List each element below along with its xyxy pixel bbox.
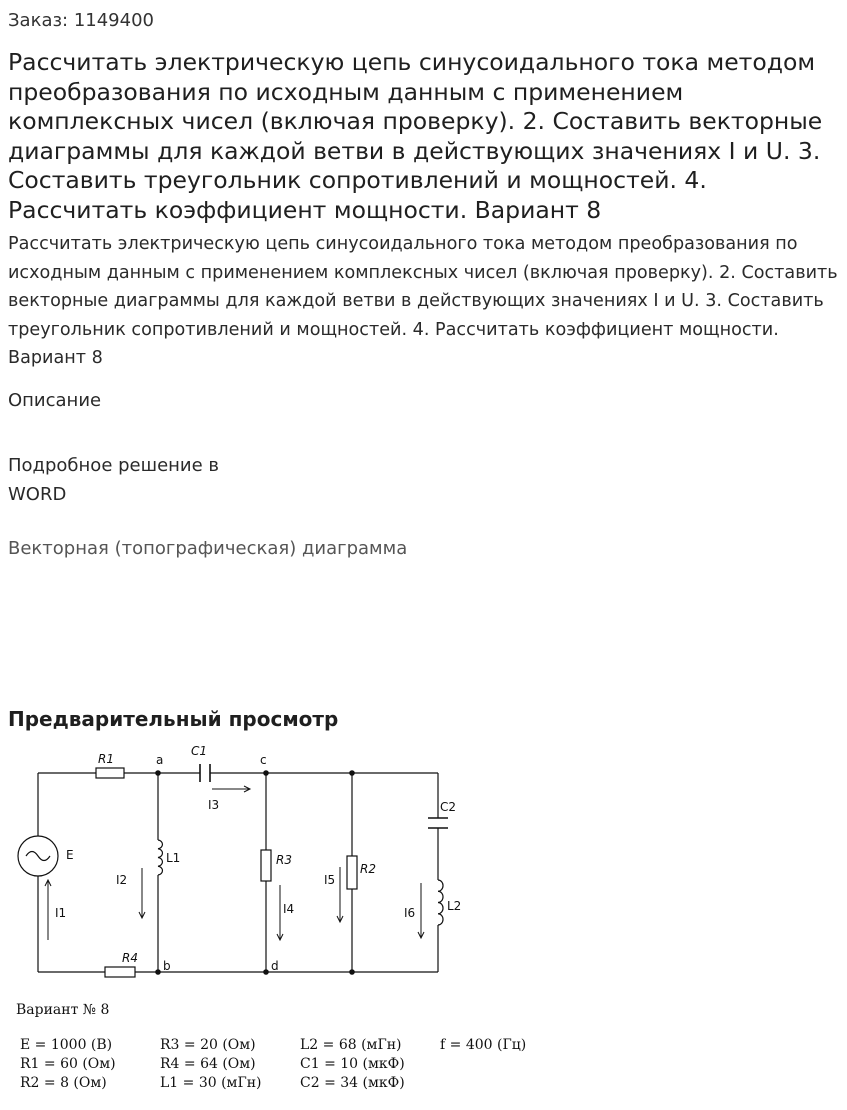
label-l1: L1: [166, 851, 181, 865]
param-e: E = 1000 (B): [20, 1037, 113, 1053]
inductor-l2: [438, 880, 443, 925]
description-body: Подробное решение в WORD: [8, 455, 220, 505]
param-r1: R1 = 60 (Ом): [20, 1056, 116, 1072]
label-r1: R1: [98, 752, 114, 766]
param-r3: R3 = 20 (Ом): [160, 1037, 256, 1053]
param-f: f = 400 (Гц): [440, 1037, 527, 1053]
capacitor-c2: [428, 818, 448, 828]
param-r4: R4 = 64 (Ом): [160, 1056, 256, 1072]
label-r4: R4: [122, 951, 138, 965]
preview-heading: Предварительный просмотр: [8, 707, 339, 731]
label-i4: I4: [283, 902, 295, 916]
label-r2: R2: [360, 862, 376, 876]
resistor-r4: [105, 967, 135, 977]
label-c2: C2: [440, 800, 457, 814]
page-title: Рассчитать электрическую цепь синусоидального тока методом преобразования по исходным данным с применением комплексных чисел (включая проверку). 2. Составить векторные диаграммы для каждой ветви в действующих значениях I и U. 3. Составить треугольник сопротивлений и мощностей. 4. Рассчитать коэффициент мощности. Вариант 8: [8, 48, 823, 224]
resistor-r3: [261, 850, 271, 881]
resistor-r1: [96, 768, 124, 778]
order-number: Заказ: 1149400: [8, 10, 154, 31]
label-c1: C1: [191, 744, 208, 758]
label-l2: L2: [447, 899, 462, 913]
param-l2: L2 = 68 (мГн): [300, 1037, 402, 1053]
variant-label: Вариант № 8: [16, 1002, 110, 1018]
voltage-source: [18, 836, 58, 876]
resistor-r2: [347, 856, 357, 889]
param-c2: C2 = 34 (мкФ): [300, 1075, 405, 1091]
capacitor-c1: [200, 764, 210, 782]
param-l1: L1 = 30 (мГн): [160, 1075, 262, 1091]
label-i6: I6: [404, 906, 416, 920]
label-node-c: c: [260, 753, 267, 767]
label-e: E: [66, 848, 74, 862]
label-i5: I5: [324, 873, 336, 887]
description-heading: Описание: [8, 390, 102, 411]
circuit-wires: [38, 773, 438, 972]
label-node-b: b: [163, 959, 171, 973]
circuit-diagram: [0, 740, 470, 990]
label-node-a: a: [156, 753, 164, 767]
diagram-link[interactable]: Векторная (топографическая) диаграмма: [8, 538, 408, 559]
task-summary: Рассчитать электрическую цепь синусоидального тока методом преобразования по исходным данным с применением комплексных чисел (включая проверку). 2. Составить векторные диаграммы для каждой ветви в действующих значениях I и U. 3. Составить треугольник сопротивлений и мощностей. 4. Рассчитать коэффициент мощности. Вариант 8: [8, 234, 838, 368]
param-r2: R2 = 8 (Ом): [20, 1075, 107, 1091]
param-c1: C1 = 10 (мкФ): [300, 1056, 405, 1072]
label-i2: I2: [116, 873, 128, 887]
label-i1: I1: [55, 906, 67, 920]
label-node-d: d: [271, 959, 279, 973]
inductor-l1: [158, 840, 162, 875]
label-i3: I3: [208, 798, 220, 812]
label-r3: R3: [276, 853, 292, 867]
